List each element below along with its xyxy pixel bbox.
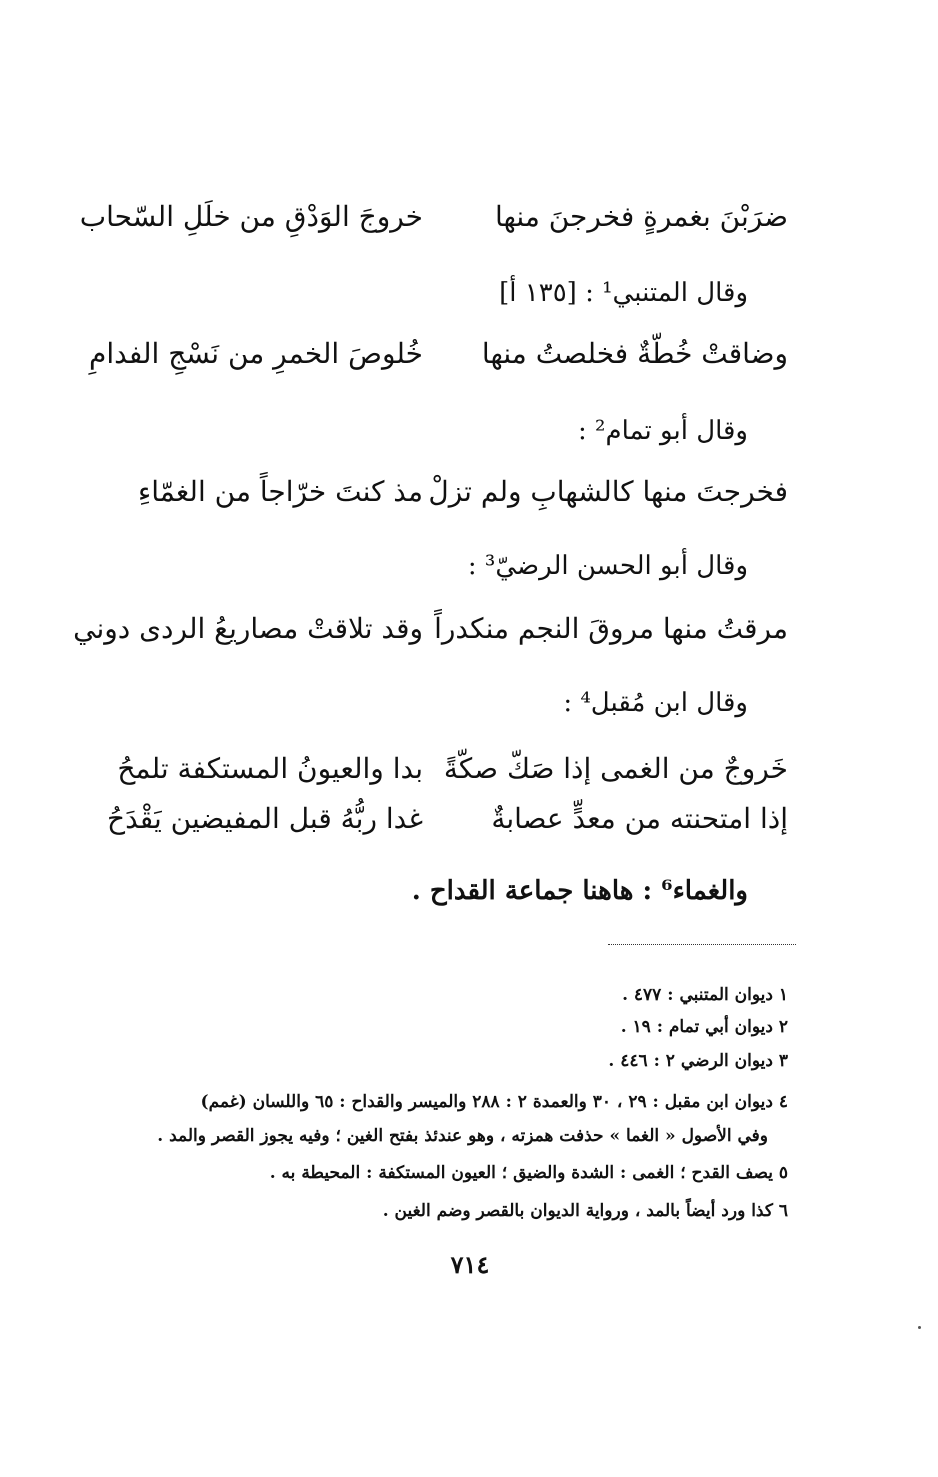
- footnote-5: ٥ يصف القدح ؛ الغمى : الشدة والضيق ؛ العيون المستكفة : المحيطة به .: [269, 1163, 788, 1183]
- footnote-separator: [608, 944, 796, 945]
- footnote-6: ٦ كذا ورد أيضاً بالمد ، ورواية الديوان بالقصر وضم الغين .: [382, 1201, 788, 1221]
- footnote-3: ٣ ديوان الرضي ٢ : ٤٤٦ .: [608, 1051, 788, 1071]
- footnote-4-continuation: وفي الأصول « الغما » حذفت همزته ، وهو عندئذ بفتح الغين ؛ وفيه يجوز القصر والمد .: [157, 1126, 768, 1146]
- verse-2-first-hemistich: وضاقتْ خُطّةٌ فخلصتُ منها: [481, 337, 788, 370]
- verse-5-second-hemistich: بدا والعيونُ المستكفة تلمحُ: [117, 752, 423, 785]
- verse-6-second-hemistich: غدا ربُّهُ قبل المفيضين يَقْدَحُ: [107, 802, 423, 835]
- verse-6-first-hemistich: إذا امتحنته من معدٍّ عصابةٌ: [491, 802, 788, 835]
- verse-1-first-hemistich: ضرَبْنَ بغمرةٍ فخرجنَ منها: [494, 200, 788, 233]
- intro-al-radi: وقال أبو الحسن الرضيّ³ :: [467, 551, 748, 581]
- verse-1-second-hemistich: خروجَ الوَدْقِ من خلَلِ السّحاب: [79, 200, 423, 233]
- footnote-4: ٤ ديوان ابن مقبل : ٢٩ ، ٣٠ والعمدة ٢ : ٢٨٨ والميسر والقداح : ٦٥ واللسان (غمم): [200, 1092, 788, 1112]
- print-speck: [918, 1326, 921, 1329]
- verse-4-first-hemistich: مرقتُ منها مروقَ النجم منكدراً: [434, 612, 788, 645]
- footnote-1: ١ ديوان المتنبي : ٤٧٧ .: [622, 985, 788, 1005]
- verse-4-second-hemistich: وقد تلاقتْ مصاريعُ الردى دوني: [73, 612, 423, 645]
- verse-3-second-hemistich: مذ كنتَ خرّاجاً من الغمّاءِ: [138, 475, 423, 508]
- intro-ibn-muqbil: وقال ابن مُقبل⁴ :: [563, 688, 748, 718]
- intro-al-mutanabbi: وقال المتنبي¹ : [١٣٥ أ]: [499, 278, 748, 308]
- verse-5-first-hemistich: خَروجٌ من الغمى إذا صَكّ صكّةً: [443, 752, 788, 785]
- verse-3-first-hemistich: فخرجتَ منها كالشهابِ ولم تزلْ: [428, 475, 788, 508]
- verse-2-second-hemistich: خُلوصَ الخمرِ من نَسْجِ الفدامِ: [89, 337, 423, 370]
- footnote-2: ٢ ديوان أبي تمام : ١٩ .: [620, 1017, 788, 1037]
- page-number: ٧١٤: [450, 1250, 490, 1279]
- intro-abu-tammam: وقال أبو تمام² :: [578, 416, 748, 446]
- gloss-al-ghamma: والغماء⁶ : هاهنا جماعة القداح .: [411, 876, 748, 906]
